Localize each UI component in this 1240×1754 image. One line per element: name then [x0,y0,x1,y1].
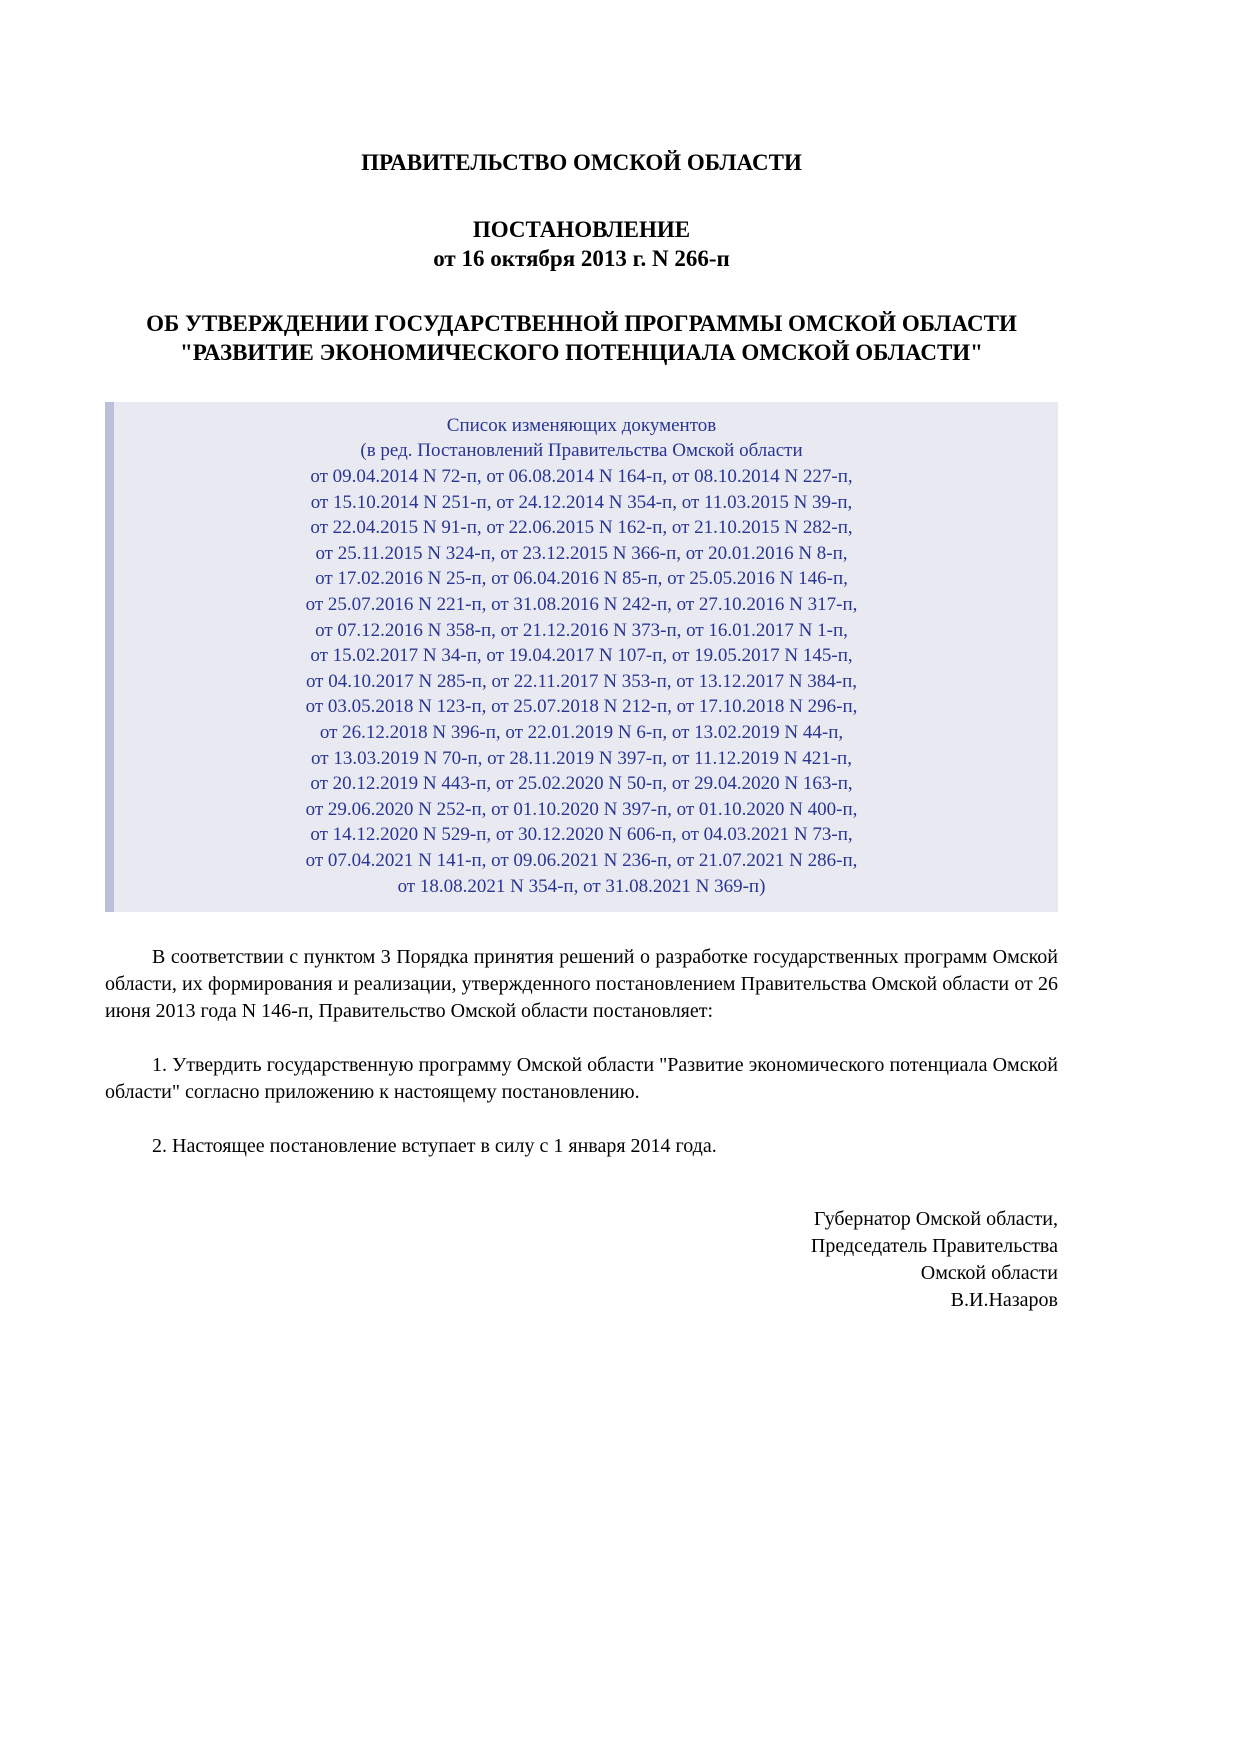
clause-1-paragraph: 1. Утвердить государственную программу Омской области "Развитие экономического потенциала Омской области" согласно приложению к настоящему постановлению. [105,1054,1058,1104]
document-subject-line-2: "РАЗВИТИЕ ЭКОНОМИЧЕСКОГО ПОТЕНЦИАЛА ОМСКОЙ ОБЛАСТИ" [180,339,983,365]
amendment-line: от 25.11.2015 N 324-п, от 23.12.2015 N 366-п, от 20.01.2016 N 8-п, [315,542,848,564]
amendment-line: от 04.10.2017 N 285-п, от 22.11.2017 N 353-п, от 13.12.2017 N 384-п, [305,670,858,692]
amendment-line: от 17.02.2016 N 25-п, от 06.04.2016 N 85-п, от 25.05.2016 N 146-п, [315,568,848,590]
amendment-line: от 14.12.2020 N 529-п, от 30.12.2020 N 606-п, от 04.03.2021 N 73-п, [310,824,853,846]
signature-block [105,1206,1058,1314]
document-content [105,150,1058,1314]
amendment-line: от 13.03.2019 N 70-п, от 28.11.2019 N 397-п, от 11.12.2019 N 421-п, [311,747,852,769]
document-date-number: от 16 октября 2013 г. N 266-п [433,245,730,271]
amendment-line: от 26.12.2018 N 396-п, от 22.01.2019 N 6-п, от 13.02.2019 N 44-п, [319,722,844,743]
signature-line: В.И.Назаров [950,1289,1058,1312]
signature-line: Омской области [920,1262,1058,1285]
signature-line: Губернатор Омской области, [813,1208,1058,1231]
amendment-line: от 29.06.2020 N 252-п, от 01.10.2020 N 397-п, от 01.10.2020 N 400-п, [305,798,858,820]
amendment-line: от 15.10.2014 N 251-п, от 24.12.2014 N 354-п, от 11.03.2015 N 39-п, [310,491,853,513]
issuing-authority-title: ПРАВИТЕЛЬСТВО ОМСКОЙ ОБЛАСТИ [361,150,802,175]
amendment-line: от 18.08.2021 N 354-п, от 31.08.2021 N 369-п) [397,875,766,897]
document-type: ПОСТАНОВЛЕНИЕ [472,217,691,242]
clause-2-paragraph: 2. Настоящее постановление вступает в силу с 1 января 2014 года. [152,1135,717,1158]
amendments-intro: (в ред. Постановлений Правительства Омской области [360,440,803,462]
document-subject-line-1: ОБ УТВЕРЖДЕНИИ ГОСУДАРСТВЕННОЙ ПРОГРАММЫ ОМСКОЙ ОБЛАСТИ [146,310,1017,336]
amendment-line: от 07.12.2016 N 358-п, от 21.12.2016 N 373-п, от 16.01.2017 N 1-п, [315,619,848,641]
document-type-block [105,216,1058,274]
amendment-line: от 07.04.2021 N 141-п, от 09.06.2021 N 236-п, от 21.07.2021 N 286-п, [305,849,858,871]
amendment-line: от 09.04.2014 N 72-п, от 06.08.2014 N 164-п, от 08.10.2014 N 227-п, [310,466,853,488]
amendments-list [135,464,1028,899]
amendment-line: от 20.12.2019 N 443-п, от 25.02.2020 N 50-п, от 29.04.2020 N 163-п, [310,773,853,795]
amendment-line: от 03.05.2018 N 123-п, от 25.07.2018 N 212-п, от 17.10.2018 N 296-п, [305,696,858,718]
amendments-heading: Список изменяющих документов [446,414,717,436]
amendment-line: от 22.04.2015 N 91-п, от 22.06.2015 N 162-п, от 21.10.2015 N 282-п, [310,517,853,539]
preamble-paragraph: В соответствии с пунктом 3 Порядка принятия решений о разработке государственных программ Омской области, их формирования и реализации, утвержденного постановлением Правительства Омской области от 26 июня 2013 года N 146-п, Правительство Омской области постановляет: [105,946,1058,1023]
amendments-box [105,402,1058,912]
amendment-line: от 15.02.2017 N 34-п, от 19.04.2017 N 107-п, от 19.05.2017 N 145-п, [310,645,853,667]
signature-line: Председатель Правительства [810,1235,1058,1258]
document-subject [105,310,1058,368]
amendment-line: от 25.07.2016 N 221-п, от 31.08.2016 N 242-п, от 27.10.2016 N 317-п, [305,594,858,616]
